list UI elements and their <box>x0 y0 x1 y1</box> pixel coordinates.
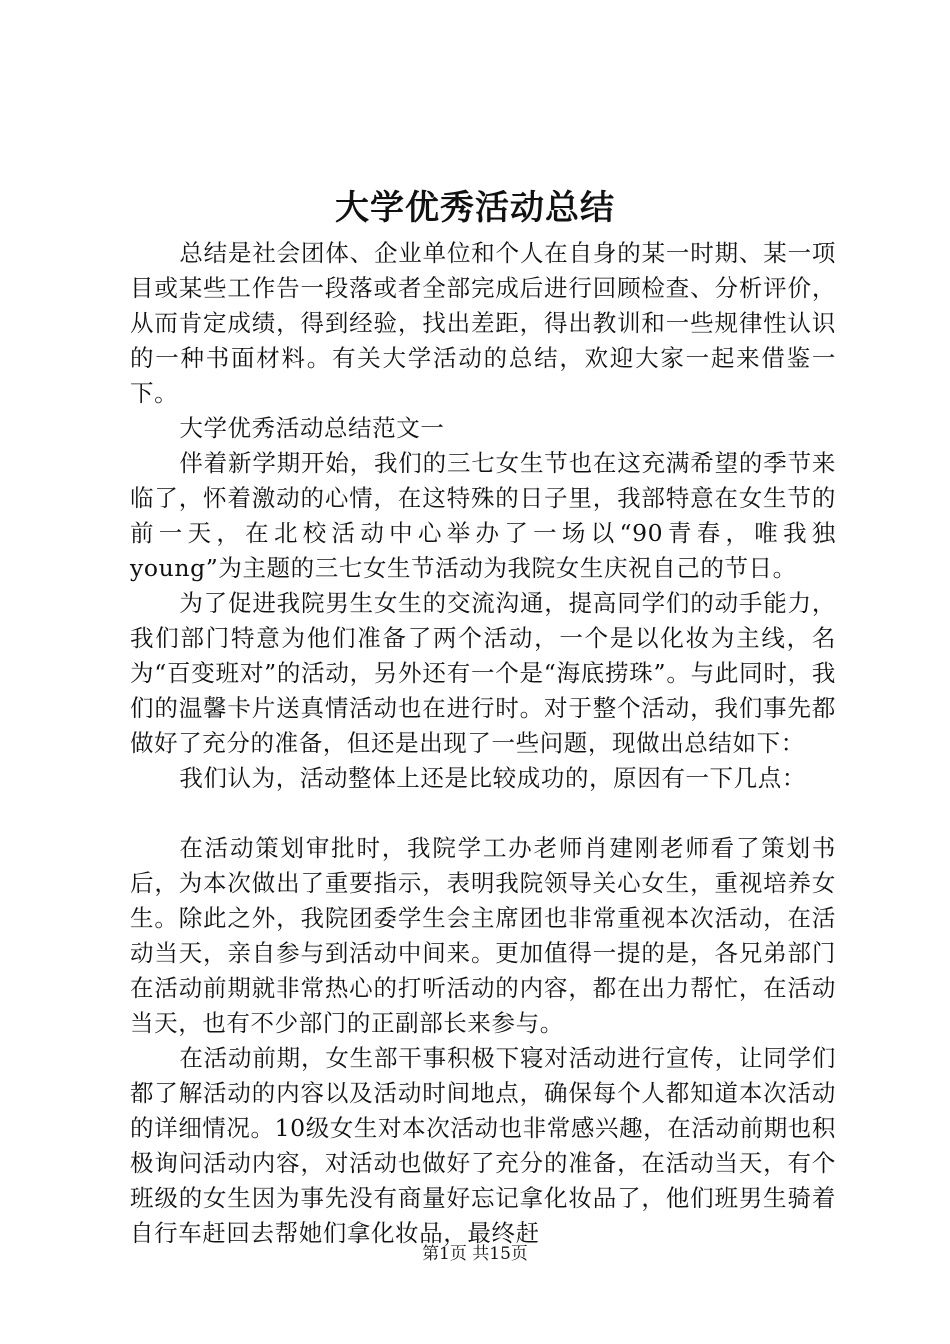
blank-line <box>130 796 836 831</box>
body-paragraph: 在活动策划审批时，我院学工办老师肖建刚老师看了策划书后，为本次做出了重要指示，表明我院领导关心女生，重视培养女生。除此之外，我院团委学生会主席团也非常重视本次活动，在活动当天，亲自参与到活动中间来。更加值得一提的是，各兄弟部门在活动前期就非常热心的打听活动的内容，都在出力帮忙，在活动当天，也有不少部门的正副部长来参与。 <box>130 834 836 1037</box>
body-paragraph: 伴着新学期开始，我们的三七女生节也在这充满希望的季节来临了，怀着激动的心情，在这特殊的日子里，我部特意在女生节的前一天，在北校活动中心举办了一场以“90青春，唯我独young”为主题的三七女生节活动为我院女生庆祝自己的节日。 <box>130 449 836 582</box>
section-heading: 大学优秀活动总结范文一 <box>179 414 445 442</box>
document-body <box>130 236 836 1251</box>
intro-paragraph: 总结是社会团体、企业单位和个人在自身的某一时期、某一项目或某些工作告一段落或者全部完成后进行回顾检查、分析评价，从而肯定成绩，得到经验，找出差距，得出教训和一些规律性认识的一种书面材料。有关大学活动的总结，欢迎大家一起来借鉴一下。 <box>130 239 836 407</box>
page-footer: 第1页 共15页 <box>422 1244 528 1264</box>
document-title: 大学优秀活动总结 <box>335 188 615 228</box>
body-paragraph: 我们认为，活动整体上还是比较成功的，原因有一下几点： <box>179 764 806 792</box>
body-paragraph: 为了促进我院男生女生的交流沟通，提高同学们的动手能力，我们部门特意为他们准备了两个活动，一个是以化妆为主线，名为“百变班对”的活动，另外还有一个是“海底捞珠”。与此同时，我们的温馨卡片送真情活动也在进行时。对于整个活动，我们事先都做好了充分的准备，但还是出现了一些问题，现做出总结如下： <box>130 589 836 757</box>
body-paragraph: 在活动前期，女生部干事积极下寝对活动进行宣传，让同学们都了解活动的内容以及活动时间地点，确保每个人都知道本次活动的详细情况。10级女生对本次活动也非常感兴趣，在活动前期也积极询问活动内容，对活动也做好了充分的准备，在活动当天，有个班级的女生因为事先没有商量好忘记拿化妆品了，他们班男生骑着自行车赶回去帮她们拿化妆品，最终赶 <box>130 1044 836 1247</box>
